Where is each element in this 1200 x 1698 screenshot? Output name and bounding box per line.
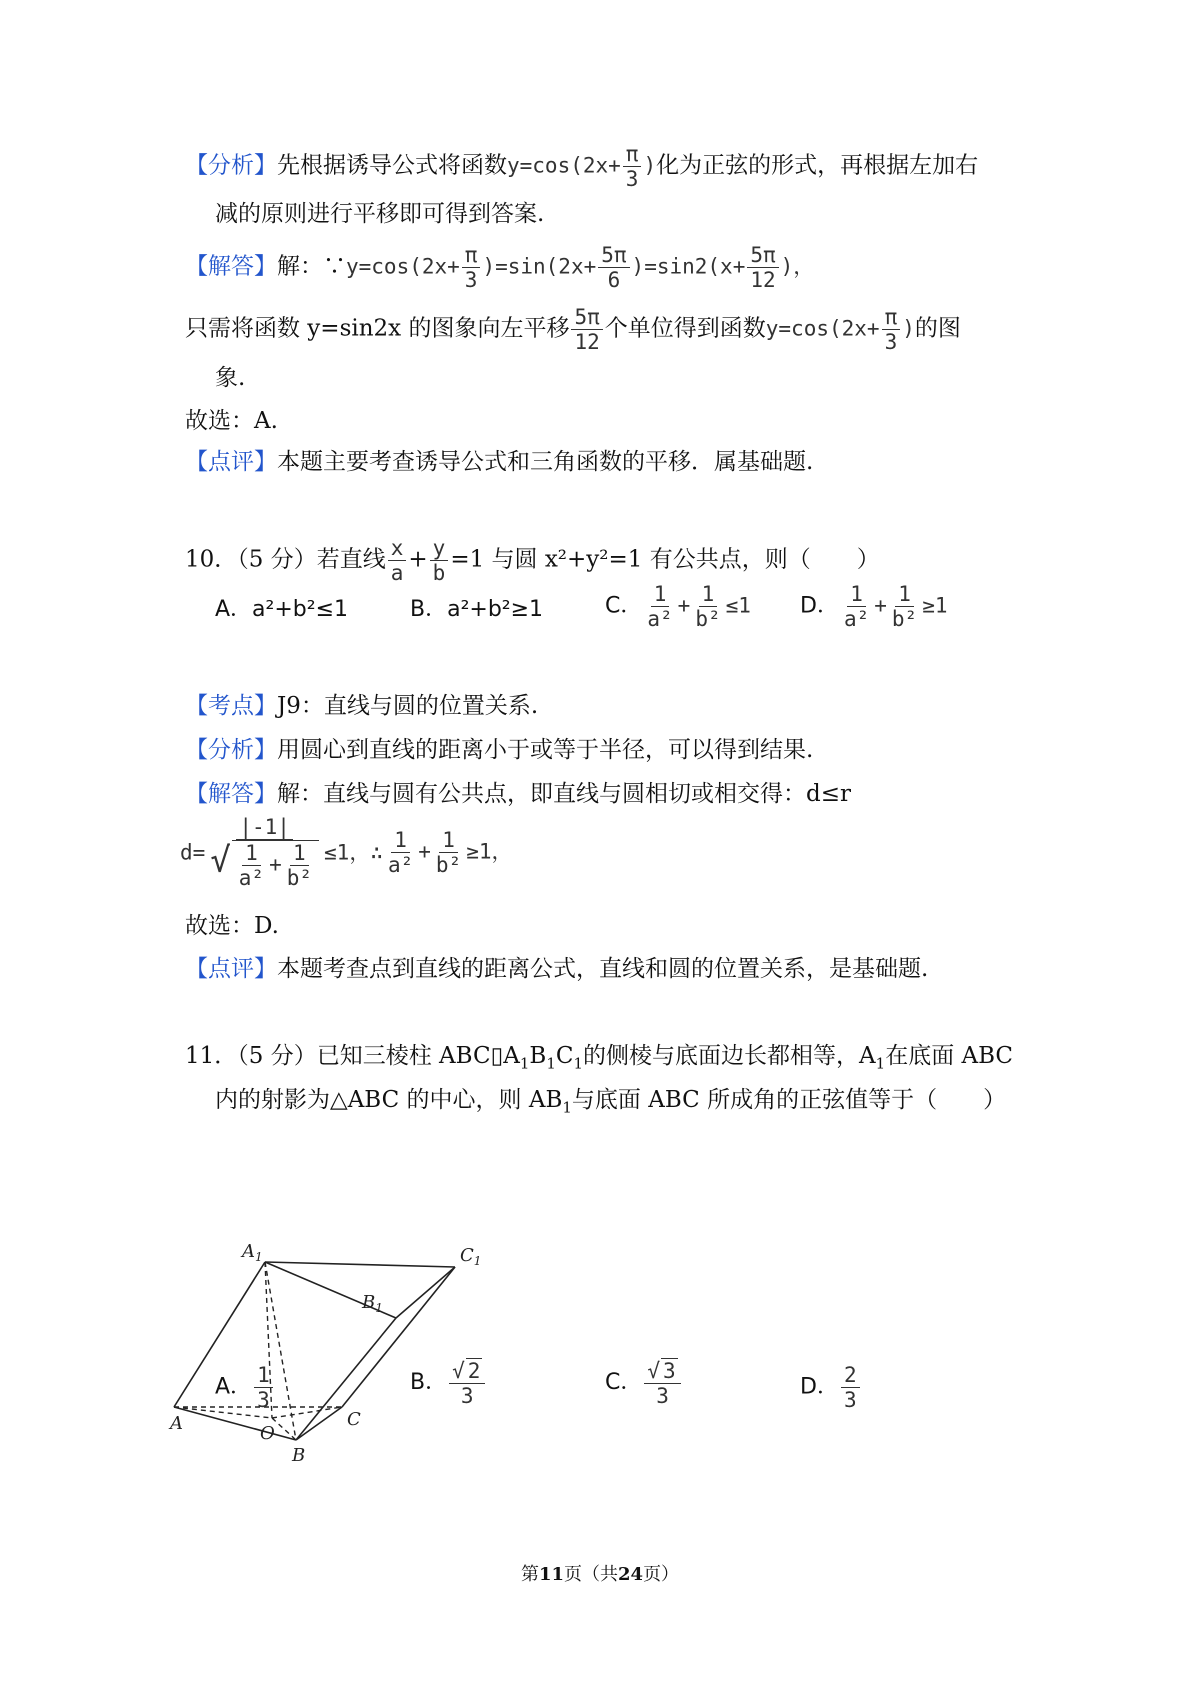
prism-figure bbox=[170, 1235, 522, 1466]
distance-fraction: |-1| √ $\frac{1}{\text{a²}}$ + $\frac{1}{\text{b²}}$ bbox=[207, 815, 322, 890]
edge-a1-c1 bbox=[265, 1262, 455, 1267]
seg-a1-b bbox=[265, 1262, 296, 1440]
option-d[interactable]: D． $\frac{1}{\text{a²}}$ + $\frac{1}{\text{b²}}$ ≥1 bbox=[800, 582, 948, 631]
shift-line-cont: 象. bbox=[215, 365, 246, 391]
fraction: $\frac{\pi}{3}$ bbox=[462, 243, 481, 292]
problem-11-stem-2: 内的射影为△ABC 的中心，则 $AB_1$与底面 ABC 所成角的正弦值等于（ ） bbox=[215, 1087, 1007, 1117]
fraction: $\frac{\pi}{3}$ bbox=[882, 305, 901, 354]
edge-b1-b bbox=[296, 1318, 396, 1440]
option-d-11[interactable]: D． $\frac{2}{3}$ bbox=[800, 1363, 862, 1412]
choice-line: 故选：A. bbox=[185, 408, 278, 434]
label-o: O bbox=[260, 1423, 275, 1444]
label-b: B bbox=[292, 1445, 306, 1466]
option-a[interactable]: A．a²+b²≤1 bbox=[215, 597, 348, 622]
review-tag: 【点评】 bbox=[185, 449, 277, 475]
label-c1: $C_1$ bbox=[460, 1245, 482, 1268]
label-a1: $A_1$ bbox=[242, 1241, 263, 1264]
review-line: 【点评】本题主要考查诱导公式和三角函数的平移．属基础题. bbox=[185, 449, 814, 475]
analysis-tag: 【分析】 bbox=[185, 737, 277, 763]
answer-line: 【解答】解：∵y=cos(2x+ $\frac{\pi}{3}$ )=sin(2x+ $\frac{5\pi}{6}$ )=sin2(x+ $\frac{5\pi}{12}$ )， bbox=[185, 243, 815, 292]
choice-line-10: 故选：D. bbox=[185, 913, 279, 939]
kaodian-line: 【考点】J9：直线与圆的位置关系. bbox=[185, 693, 539, 719]
page-footer: 第11页（共24页） bbox=[520, 1564, 680, 1585]
fraction: $\frac{x}{a}$ bbox=[388, 536, 407, 585]
analysis-line-cont: 减的原则进行平移即可得到答案. bbox=[215, 201, 545, 227]
seg-o-c bbox=[272, 1407, 342, 1418]
analysis-line-10: 【分析】用圆心到直线的距离小于或等于半径，可以得到结果. bbox=[185, 737, 814, 763]
label-b1: $B_1$ bbox=[362, 1292, 383, 1315]
answer-tag: 【解答】 bbox=[185, 781, 277, 807]
answer-line-10: 【解答】解：直线与圆有公共点，即直线与圆相切或相交得：d≤r bbox=[185, 781, 851, 807]
kaodian-tag: 【考点】 bbox=[185, 693, 277, 719]
fraction: $\frac{5\pi}{6}$ bbox=[598, 243, 629, 292]
option-a-11[interactable]: A． $\frac{1}{3}$ bbox=[215, 1363, 275, 1412]
option-c[interactable]: C． $\frac{1}{\text{a²}}$ + $\frac{1}{\text{b²}}$ ≤1 bbox=[605, 582, 751, 631]
label-a: A bbox=[170, 1413, 183, 1434]
fraction: $\frac{5\pi}{12}$ bbox=[747, 243, 778, 292]
shift-line: 只需将函数 y=sin2x 的图象向左平移 $\frac{5\pi}{12}$ 个单位得到函数y=cos(2x+ $\frac{\pi}{3}$ )的图 bbox=[185, 305, 961, 354]
option-c-11[interactable]: C． $\frac{√ 3}{3}$ bbox=[605, 1358, 683, 1408]
analysis-line: 【分析】先根据诱导公式将函数y=cos(2x+ $\frac{\pi}{3}$ )化为正弦的形式，再根据左加右 bbox=[185, 142, 979, 191]
fraction: $\frac{5\pi}{12}$ bbox=[571, 305, 602, 354]
review-line-10: 【点评】本题考查点到直线的距离公式，直线和圆的位置关系，是基础题. bbox=[185, 956, 929, 982]
option-b-11[interactable]: B． $\frac{√ 2}{3}$ bbox=[410, 1358, 487, 1408]
edge-b1-c1 bbox=[396, 1267, 455, 1318]
fraction: $\frac{\pi}{3}$ bbox=[623, 142, 642, 191]
problem-10-stem: 10．（5 分）若直线 $\frac{x}{a}$ + $\frac{y}{b}$ =1 与圆 x²+y²=1 有公共点，则（ ） bbox=[185, 536, 880, 585]
distance-formula: d= |-1| √ $\frac{1}{\text{a²}}$ + $\frac{1}{\text{b²}}$ ≤1，∴ $\frac{1}{\text{a²}}$ + $\frac{1}{\text{b²}}$ ≥1， bbox=[180, 815, 513, 890]
problem-11-stem-1: 11．（5 分）已知三棱柱 $ABC▯A_1B_1C_1$的侧棱与底面边长都相等，$A_1$在底面 ABC bbox=[185, 1043, 1014, 1073]
label-c: C bbox=[347, 1409, 361, 1430]
review-tag: 【点评】 bbox=[185, 956, 277, 982]
answer-tag: 【解答】 bbox=[185, 253, 277, 280]
fraction: $\frac{y}{b}$ bbox=[430, 536, 449, 585]
analysis-tag: 【分析】 bbox=[185, 152, 277, 179]
option-b[interactable]: B．a²+b²≥1 bbox=[410, 597, 544, 622]
